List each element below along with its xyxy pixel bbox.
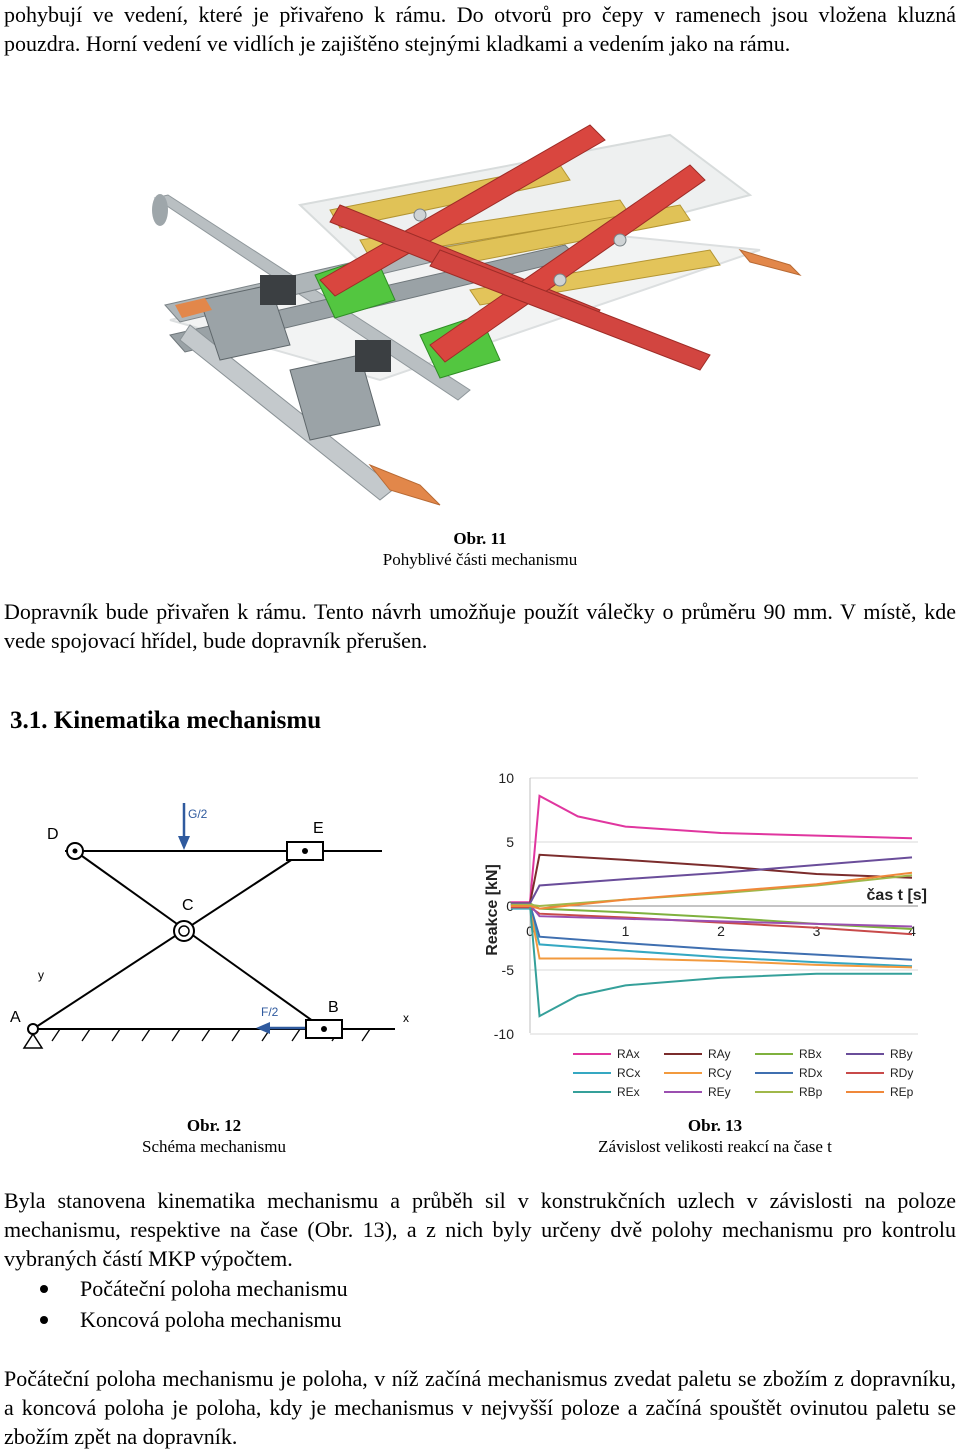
x-tick-label: 4 [908,923,916,939]
figure13-text: Závislost velikosti reakcí na čase t [598,1137,832,1156]
label-A: A [10,1009,21,1026]
legend-label: RDy [890,1066,914,1080]
legend-label: REy [708,1085,731,1099]
figure12-caption [94,1115,334,1157]
figure13-caption [540,1115,890,1157]
figure12-label: Obr. 12 [186,1116,242,1135]
legend-label: RCy [708,1066,732,1080]
legend-label: RAy [708,1047,731,1061]
label-C: C [182,897,194,914]
label-E: E [313,820,324,837]
paragraph-2: Dopravník bude přivařen k rámu. Tento návrh umožňuje použít válečky o průměru 90 mm. V místě, kde vede spojovací hřídel, bude dopravník přerušen. [4,599,956,653]
figure11-caption [300,528,660,570]
figure11-text: Pohyblivé části mechanismu [382,550,578,569]
y-tick-label: 0 [506,898,514,914]
legend-label: RDx [799,1066,823,1080]
bullet-list [4,1273,348,1335]
legend-label: RCx [617,1066,641,1080]
section-heading: 3.1. Kinematika mechanismu [10,707,322,734]
legend-label: REp [890,1085,914,1099]
x-tick-label: 2 [717,923,725,939]
paragraph-3: Byla stanovena kinematika mechanismu a průběh sil v konstrukčních uzlech v závislosti na poloze mechanismu, respektive na čase (Obr. 13), a z nich byly určeny dvě polohy mechanismu pro kontrolu vybraných částí MKP výpočtem. [4,1188,956,1271]
figure12-text: Schéma mechanismu [142,1137,286,1156]
x-tick-label: 3 [812,923,821,939]
x-tick-label: 0 [526,923,534,939]
y-tick-label: 10 [498,770,514,786]
mechanism-render-image [150,105,810,515]
legend-label: RBx [799,1047,822,1061]
y-tick-label: -5 [501,962,514,978]
paragraph-4: Počáteční poloha mechanismu je poloha, v níž začíná mechanismus zvedat paletu se zbožím z dopravníku, a koncová poloha je poloha, kdy je mechanismus v nejvyšší poloze a začíná spouštět ovinutou paletu se zbožím zpět na dopravník. [4,1366,956,1449]
reactions-chart [470,760,950,1110]
y-tick-label: -10 [493,1026,514,1042]
x-tick-label: 1 [621,923,630,939]
label-G: G/2 [188,807,208,821]
mechanism-schema [0,795,430,1065]
label-F: F/2 [261,1005,279,1019]
figure11-label: Obr. 11 [453,529,507,548]
series-line-rdx [511,905,912,960]
x-axis-label: čas t [s] [866,887,927,904]
label-D: D [47,826,59,843]
bullet-item: Koncová poloha mechanismu [4,1304,348,1335]
legend-label: RAx [617,1047,640,1061]
legend-label: RBy [890,1047,913,1061]
legend-label: REx [617,1085,640,1099]
label-x: x [403,1011,409,1025]
label-y: y [38,968,44,982]
label-B: B [328,999,339,1016]
figure13-label: Obr. 13 [687,1116,743,1135]
legend-label: RBp [799,1085,823,1099]
bullet-item: Počáteční poloha mechanismu [4,1273,348,1304]
y-axis-label: Reakce [kN] [484,864,501,956]
y-tick-label: 5 [506,834,514,850]
series-line-rax [511,796,912,902]
intro-paragraph: pohybují ve vedení, které je přivařeno k rámu. Do otvorů pro čepy v ramenech jsou vložena kluzná pouzdra. Horní vedení ve vidlích je zajištěno stejnými kladkami a vedením jako na rámu. [4,2,956,56]
